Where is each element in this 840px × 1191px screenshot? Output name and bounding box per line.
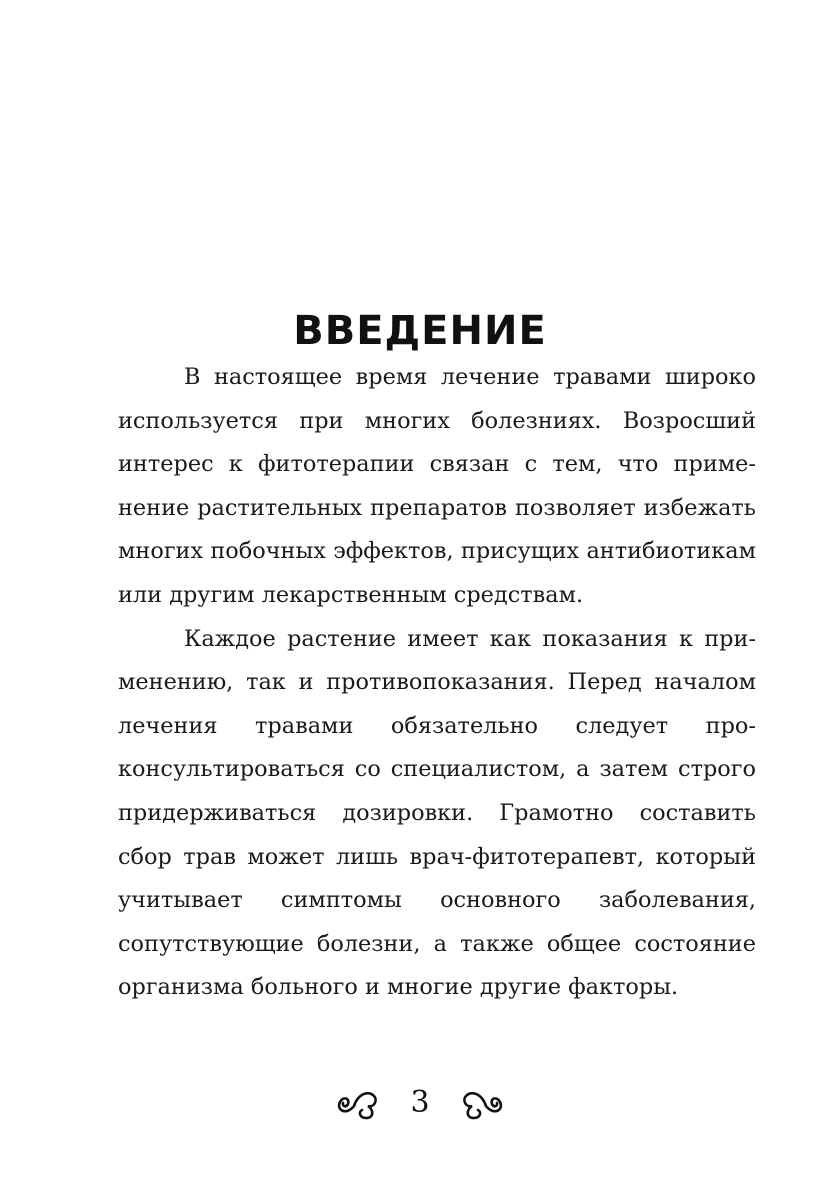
page-footer: [0, 1078, 840, 1128]
paragraph-2: Каждое растение имеет как показания к применению, так и противопоказания. Перед началом лечения травами обязательно следует проконсультироваться со специалистом, а затем строго придерживаться дозировки. Грамотно составить сбор трав может лишь врач-фитотерапевт, который учитывает симптомы основного заболевания, сопутствующие болезни, а также общее состояние организма больного и многие другие факторы.: [118, 625, 756, 1001]
page-number: 3: [410, 1085, 430, 1120]
paragraph-1: В настоящее время лечение травами широко используется при многих болезниях. Возросший интерес к фитотерапии связан с тем, что применение растительных препаратов позволяет избежать многих побочных эффектов, присущих антибиотикам или другим лекарственным средствам.: [118, 364, 756, 608]
right-flourish-icon: [460, 1086, 506, 1120]
chapter-body: [118, 356, 756, 1010]
left-flourish-icon: [334, 1086, 380, 1120]
chapter-title: ВВЕДЕНИЕ: [293, 307, 547, 354]
